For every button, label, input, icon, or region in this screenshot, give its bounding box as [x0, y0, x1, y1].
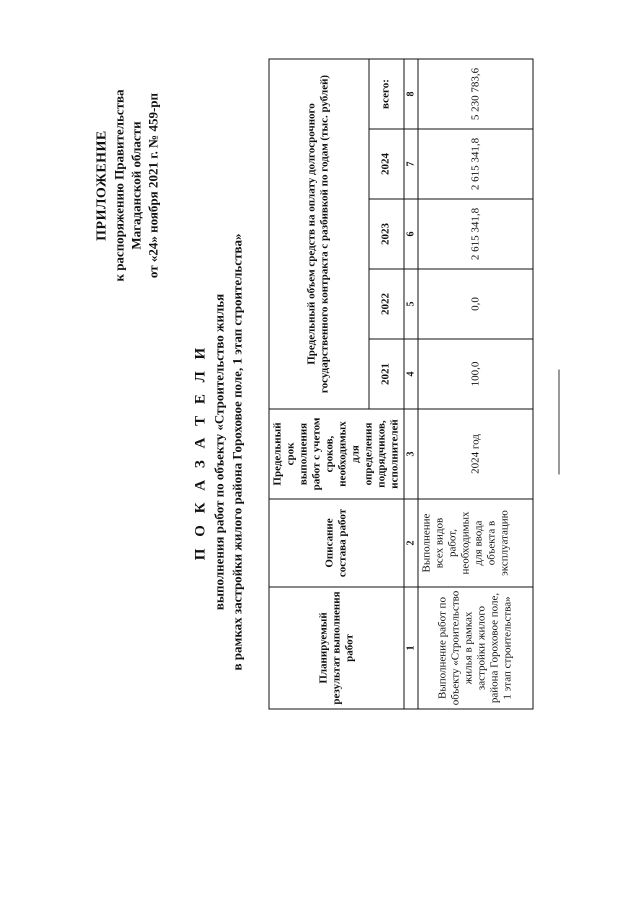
cell-value-2022: 0,0: [418, 269, 533, 339]
cell-value-total: 5 230 783,6: [418, 59, 533, 129]
header-year-2021: 2021: [369, 339, 404, 409]
document-title: П О К А З А Т Е Л И: [192, 343, 209, 561]
column-number: 1: [404, 587, 418, 709]
column-number-row: [404, 59, 418, 709]
cell-value-2021: 100,0: [418, 339, 533, 409]
appendix-line-3: от «24» ноября 2021 г. № 459-рп: [145, 93, 161, 279]
header-year-2024: 2024: [369, 129, 404, 199]
header-year-2022: 2022: [369, 269, 404, 339]
column-number: 4: [404, 339, 418, 409]
cell-work-description: Выполнение всех видов работ, необходимых для ввода объекта в эксплуатацию: [418, 499, 533, 587]
column-number: 6: [404, 199, 418, 269]
column-number: 5: [404, 269, 418, 339]
header-funding: Предельный объем средств на оплату долгосрочного государственного контракта с разбивкой по годам (тыс. рублей): [269, 59, 369, 409]
cell-value-2023: 2 615 341,8: [418, 199, 533, 269]
column-number: 7: [404, 129, 418, 199]
cell-planned-result: Выполнение работ по объекту «Строительство жилья в рамках застройки жилого района Гороховое поле, 1 этап строительства»: [418, 587, 533, 709]
column-number: 8: [404, 59, 418, 129]
header-total: всего:: [369, 59, 404, 129]
header-year-2023: 2023: [369, 199, 404, 269]
rotated-sheet: [1, 0, 640, 905]
header-planned-result: Планируемый результат выполнения работ: [269, 587, 404, 709]
header-deadline: Предельный срок выполнения работ с учетом сроков, необходимых для определения подрядчиков, исполнителей: [269, 409, 404, 499]
column-number: 3: [404, 409, 418, 499]
appendix-line-2: Магаданской области: [128, 121, 144, 250]
header-work-description: Описание состава работ: [269, 499, 404, 587]
indicators-table: [269, 59, 534, 710]
table-row: [418, 59, 533, 709]
table-header-row: [269, 59, 369, 709]
appendix-line-1: к распоряжению Правительства: [111, 89, 127, 282]
column-number: 2: [404, 499, 418, 587]
document-subtitle-line-1: выполнения работ по объекту «Строительство жилья: [211, 293, 227, 611]
document-title-block: [191, 0, 247, 905]
cell-value-2024: 2 615 341,8: [418, 129, 533, 199]
appendix-heading: ПРИЛОЖЕНИЕ: [94, 130, 110, 241]
document-subtitle-line-2: в рамках застройки жилого района Гороховое поле, 1 этап строительства»: [229, 233, 245, 671]
appendix-block: [94, 90, 162, 282]
separator-line: [559, 370, 560, 475]
cell-deadline: 2024 год: [418, 409, 533, 499]
